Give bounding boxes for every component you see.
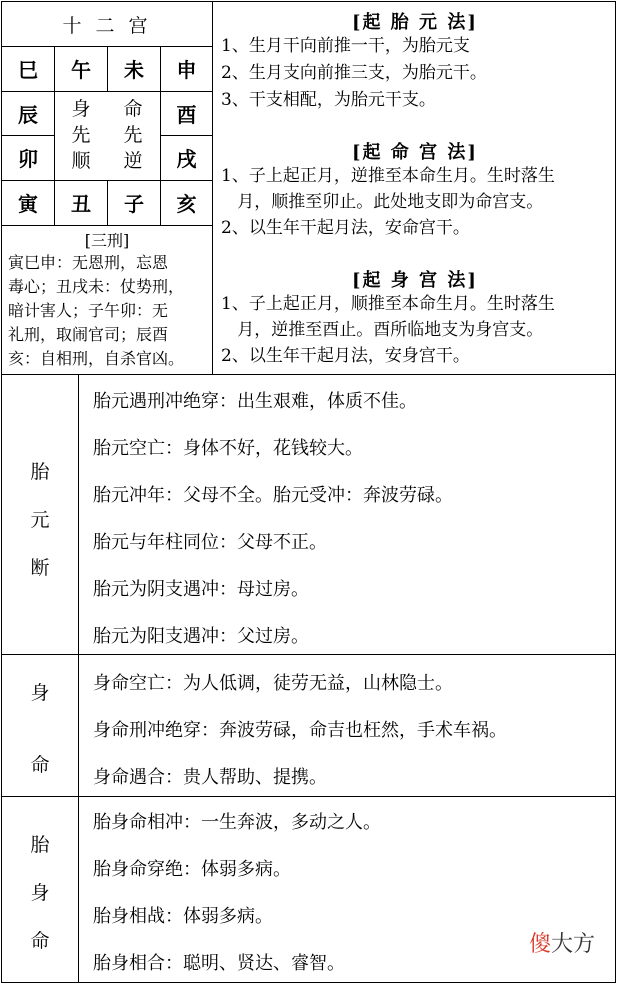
center-left-char: 顺 (71, 150, 91, 172)
list-item: 身命空亡：为人低调，徒劳无益，山林隐士。 (93, 673, 453, 694)
san-xing-line: 亥：自相刑，自杀官凶。 (8, 349, 185, 368)
divider-section-2 (2, 796, 615, 797)
divider-vertical-bottom (78, 374, 79, 982)
divider-section-1 (2, 654, 615, 655)
palace-shen: 申 (176, 58, 197, 82)
section-label-taiyuan-duan: 胎 元 断 (30, 461, 50, 579)
method-line: 2、以生年干起月法，安身宫干。 (221, 346, 470, 366)
watermark-logo: 傻大方 (528, 932, 595, 957)
document-page (1, 1, 616, 983)
grid-line (2, 225, 212, 226)
center-left-column (58, 96, 104, 174)
method-title-taiyuan: [起 胎 元 法] (352, 12, 478, 33)
section-label-taishenming: 胎 身 命 (30, 834, 50, 952)
method-line: 2、生月支向前推三支，为胎元干。 (221, 63, 487, 83)
list-item: 身命遇合：贵人帮助、提携。 (93, 767, 327, 788)
list-item: 身命刑冲绝穿：奔波劳碌，命吉也枉然，手术车祸。 (93, 720, 507, 741)
method-line: 月，顺推至卯止。此处地支即为命宫支。 (221, 192, 544, 212)
center-right-char: 命 (123, 98, 143, 120)
palace-zi: 子 (124, 192, 144, 216)
san-xing-line: 寅巳申：无恩刑，忘恩 (8, 253, 169, 272)
method-line: 3、干支相配，为胎元干支。 (221, 90, 436, 110)
palace-mao: 卯 (18, 147, 38, 171)
san-xing-line: 暗计害人；子午卯：无 (8, 301, 169, 320)
list-item: 胎身命相冲：一生奔波，多动之人。 (93, 812, 381, 833)
palace-yin: 寅 (18, 192, 38, 216)
center-left-char: 身 (71, 98, 91, 120)
divider-vertical-top (212, 2, 213, 374)
list-item: 胎元与年柱同位：父母不正。 (93, 532, 327, 553)
san-xing-line: 礼刑，取闹官司；辰酉 (8, 325, 169, 344)
center-right-column (110, 96, 156, 174)
method-line: 1、子上起正月，逆推至本命生月。生时落生 (221, 166, 555, 186)
palace-chou: 丑 (71, 192, 91, 216)
divider-top-section (2, 374, 615, 375)
method-line: 2、以生年干起月法，安命宫干。 (221, 218, 470, 238)
method-line: 1、子上起正月，顺推至本命生月。生时落生 (221, 294, 555, 314)
list-item: 胎元为阳支遇冲：父过房。 (93, 626, 309, 647)
san-xing-title: [三刑] (84, 231, 130, 250)
palace-chen: 辰 (18, 102, 38, 127)
center-right-char: 逆 (123, 150, 143, 172)
palace-xu: 戌 (176, 147, 197, 171)
palace-wu: 午 (71, 58, 91, 82)
center-left-char: 先 (71, 124, 91, 146)
palace-si: 巳 (18, 58, 38, 82)
list-item: 胎元冲年：父母不全。胎元受冲：奔波劳碌。 (93, 485, 453, 506)
center-right-char: 先 (123, 124, 143, 146)
method-line: 1、生月干向前推一干，为胎元支 (221, 36, 470, 56)
palace-you: 酉 (176, 102, 197, 127)
twelve-palaces-title: 十 二 宫 (62, 14, 152, 37)
list-item: 胎身相合：聪明、贤达、睿智。 (93, 953, 345, 974)
section-label-shenming: 身 命 (30, 682, 50, 776)
list-item: 胎元为阴支遇冲：母过房。 (93, 579, 309, 600)
method-title-minggong: [起 命 宫 法] (352, 142, 478, 163)
list-item: 胎元空亡：身体不好，花钱较大。 (93, 438, 363, 459)
list-item: 胎身相战：体弱多病。 (93, 906, 273, 927)
method-title-shengong: [起 身 宫 法] (352, 270, 478, 291)
palace-hai: 亥 (176, 192, 197, 216)
list-item: 胎元遇刑冲绝穿：出生艰难，体质不佳。 (93, 391, 417, 412)
palace-wei: 未 (124, 58, 144, 82)
method-line: 月，逆推至酉止。酉所临地支为身宫支。 (221, 320, 544, 340)
list-item: 胎身命穿绝：体弱多病。 (93, 859, 291, 880)
san-xing-body (8, 251, 208, 371)
san-xing-line: 毒心；丑戌未：仗势刑， (8, 277, 185, 296)
